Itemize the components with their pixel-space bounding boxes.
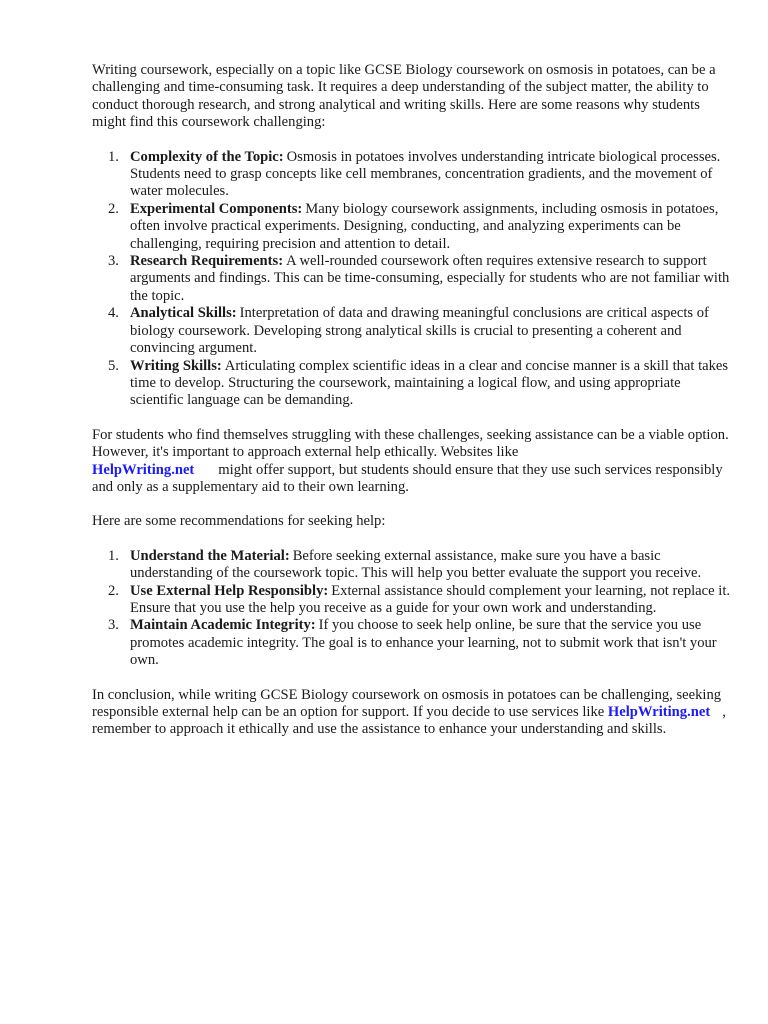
list-number: 1.: [108, 547, 119, 564]
list-number: 1.: [108, 148, 119, 165]
list-item: [92, 201, 732, 253]
help-text-before: For students who find themselves struggling with these challenges, seeking assistance can be a viable option. However, it's important to approach external help ethically. Websites like: [92, 426, 729, 461]
helpwriting-link[interactable]: HelpWriting.net: [607, 704, 711, 720]
recommendations-intro: Here are some recommendations for seeking help:: [92, 513, 386, 530]
list-item: [92, 253, 732, 305]
list-term: Experimental Components:: [130, 200, 303, 217]
conclusion-text-after: , remember to approach it ethically and use the assistance to enhance your understanding and skills.: [92, 704, 726, 738]
list-text: Before seeking external assistance, make sure you have a basic understanding of the coursework topic. This will help you better evaluate the support you receive.: [130, 547, 702, 582]
list-term: Understand the Material:: [130, 547, 290, 564]
list-text: Articulating complex scientific ideas in a clear and concise manner is a skill that takes time to develop. Structuring the coursework, maintaining a logical flow, and using appropriate scientific language can be demanding.: [130, 357, 729, 409]
list-item: [92, 583, 732, 618]
list-item: [92, 617, 732, 669]
list-text: External assistance should complement your learning, not replace it. Ensure that you use the help you receive as a guide for your own work and understanding.: [130, 582, 731, 616]
intro-paragraph: Writing coursework, especially on a topic like GCSE Biology coursework on osmosis in potatoes, can be a challenging and time-consuming task. It requires a deep understanding of the subject matter, the ability to conduct thorough research, and strong analytical and writing skills. Here are some reasons why students might find this coursework challenging:: [92, 62, 716, 131]
recommendations-list: [92, 548, 732, 670]
list-number: 2.: [108, 582, 119, 599]
list-item: [92, 358, 732, 410]
document-page: [92, 62, 732, 739]
list-term: Research Requirements:: [130, 253, 284, 270]
reasons-list: [92, 149, 732, 410]
conclusion-text-before: In conclusion, while writing GCSE Biology coursework on osmosis in potatoes can be challenging, seeking responsible external help can be an option for support. If you decide to use services like: [92, 686, 722, 720]
list-term: Maintain Academic Integrity:: [130, 617, 316, 634]
list-term: Complexity of the Topic:: [130, 148, 284, 165]
list-number: 5.: [108, 357, 119, 374]
list-item: [92, 305, 732, 357]
help-text-after: might offer support, but students should ensure that they use such services responsibly and only as a supplementary aid to their own learning.: [92, 461, 723, 495]
conclusion-paragraph: [92, 687, 732, 739]
list-term: Analytical Skills:: [130, 305, 237, 322]
helpwriting-link[interactable]: HelpWriting.net: [92, 461, 195, 478]
list-text: Many biology coursework assignments, including osmosis in potatoes, often involve practical experiments. Designing, conducting, and analyzing experiments can be challenging, requiring precision and attention to detail.: [130, 200, 719, 252]
list-term: Use External Help Responsibly:: [130, 582, 329, 599]
list-item: [92, 548, 732, 583]
help-paragraph: [92, 427, 732, 497]
list-text: Osmosis in potatoes involves understanding intricate biological processes. Students need to grasp concepts like cell membranes, concentration gradients, and the movement of water molecules.: [130, 148, 721, 200]
list-number: 2.: [108, 200, 119, 217]
list-item: [92, 149, 732, 201]
list-text: Interpretation of data and drawing meaningful conclusions are critical aspects of biology coursework. Developing strong analytical skills is crucial to presenting a coherent and convincing argument.: [130, 305, 709, 357]
list-number: 3.: [108, 253, 119, 270]
list-number: 4.: [108, 305, 119, 322]
list-term: Writing Skills:: [130, 357, 222, 374]
list-number: 3.: [108, 617, 119, 634]
list-text: If you choose to seek help online, be sure that the service you use promotes academic integrity. The goal is to enhance your learning, not to submit work that isn't your own.: [130, 617, 717, 669]
list-text: A well-rounded coursework often requires extensive research to support arguments and findings. This can be time-consuming, especially for students who are not familiar with the topic.: [130, 253, 730, 304]
